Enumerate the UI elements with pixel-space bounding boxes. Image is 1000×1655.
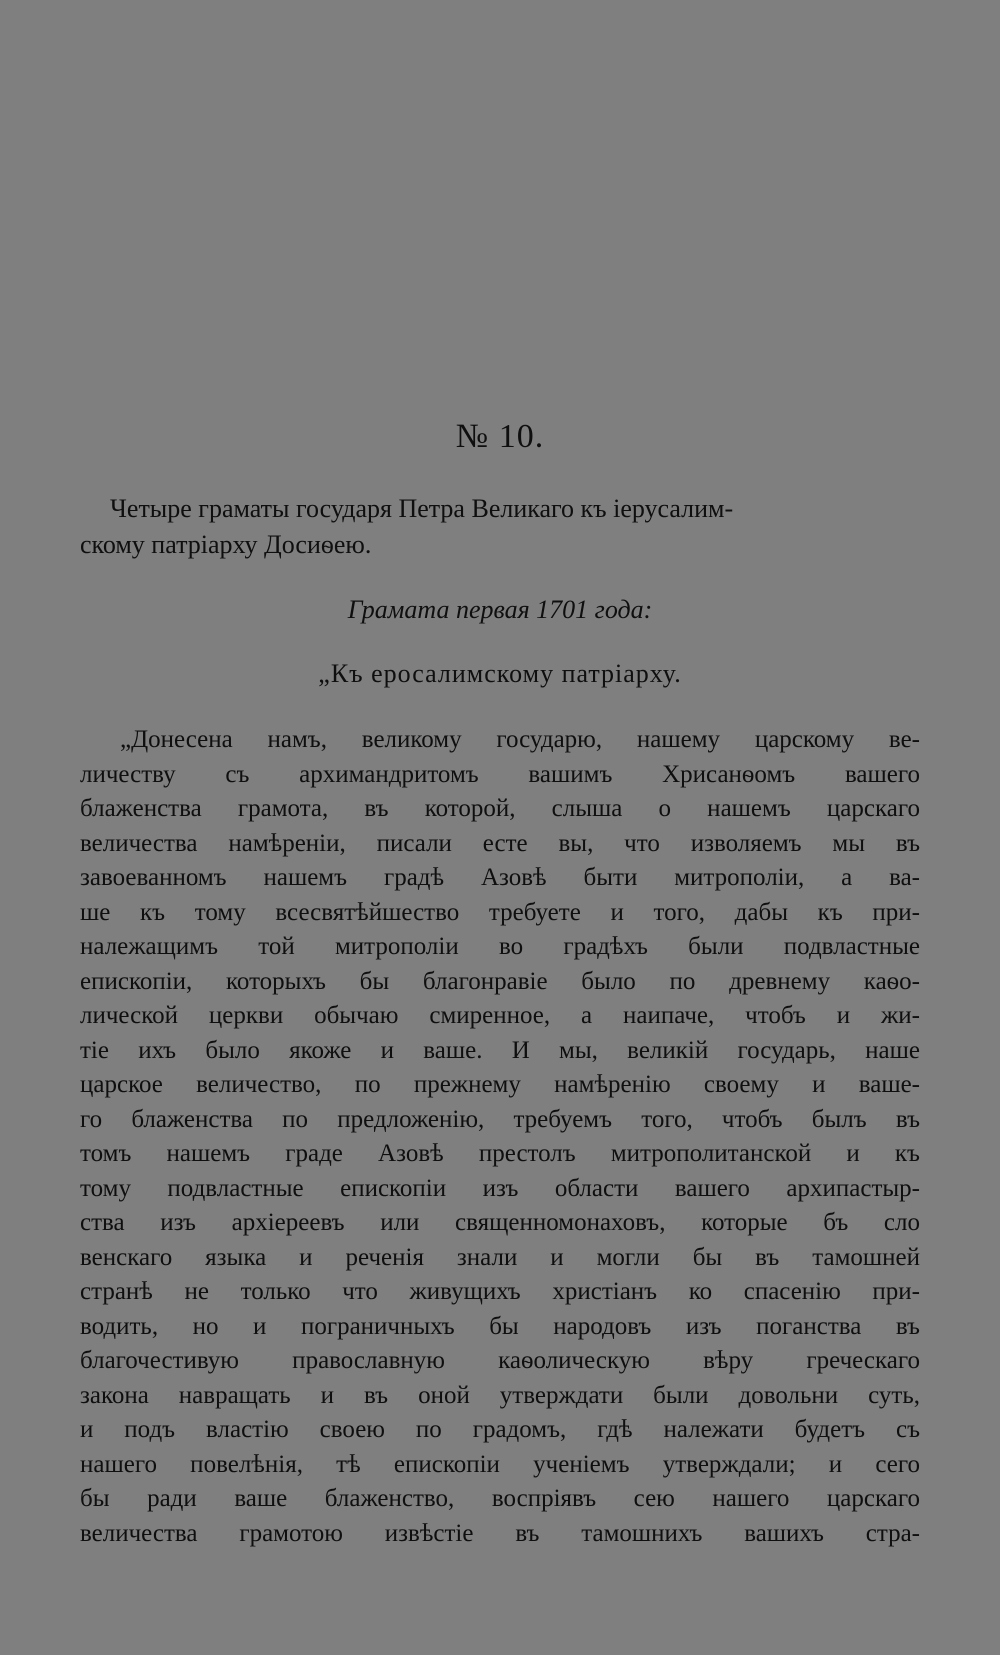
- body-line: тому подвластные епископіи изъ области вашего архипастыр-: [80, 1174, 920, 1202]
- addressee-heading: „Къ еросалимскому патріарху.: [318, 659, 682, 688]
- body-line: величества грамотою извѣстіе въ тамошнихъ вашихъ стра-: [80, 1519, 920, 1547]
- body-line: тіе ихъ было якоже и ваше. И мы, великій государь, наше: [80, 1036, 920, 1064]
- body-line: венскаго языка и реченія знали и могли бы въ тамошней: [80, 1243, 920, 1271]
- body-line: благочестивую православную каѳолическую вѣру греческаго: [80, 1347, 920, 1374]
- body-line: завоеванномъ нашемъ градѣ Азовѣ быти митрополіи, а ва-: [80, 864, 920, 891]
- body-line: бы ради ваше блаженство, воспріявъ сею нашего царскаго: [80, 1485, 920, 1512]
- document-subtitle: Грамата первая 1701 года:: [347, 595, 653, 624]
- body-line: ства изъ архіереевъ или священномонаховъ, которые бъ сло: [80, 1209, 920, 1236]
- body-line: томъ нашемъ граде Азовѣ престолъ митрополитанской и къ: [80, 1140, 920, 1167]
- body-line: и подъ властію своею по градомъ, гдѣ належати будетъ съ: [80, 1416, 920, 1443]
- body-line: блаженства грамота, въ которой, слыша о нашемъ царскаго: [80, 795, 920, 822]
- body-line: личеству съ архимандритомъ вашимъ Хрисанѳомъ вашего: [80, 760, 920, 788]
- body-line: го блаженства по предложенію, требуемъ того, чтобъ былъ въ: [80, 1105, 920, 1133]
- body-line: странѣ не только что живущихъ христіанъ ко спасенію при-: [80, 1278, 920, 1305]
- body-line: величества намѣреніи, писали есте вы, что изволяемъ мы въ: [80, 829, 920, 857]
- body-line: нашего повелѣнія, тѣ епископіи ученіемъ утверждали; и сего: [80, 1450, 920, 1478]
- letter-body: [80, 723, 920, 1551]
- body-line: царское величество, по прежнему намѣренію своему и ваше-: [80, 1071, 920, 1098]
- body-line: належащимъ той митрополіи во градѣхъ были подвластные: [80, 933, 920, 960]
- title-line: Четыре граматы государя Петра Великаго къ іерусалим-: [110, 494, 734, 523]
- body-line: закона навращать и въ оной утверждати были довольни суть,: [80, 1381, 920, 1409]
- title-line: скому патріарху Досиѳею.: [80, 530, 372, 559]
- body-line: ше къ тому всесвятѣйшество требуете и того, дабы къ при-: [80, 898, 920, 926]
- body-line: епископіи, которыхъ бы благонравіе было по древнему каѳо-: [80, 967, 920, 995]
- body-line: „Донесена намъ, великому государю, нашему царскому ве-: [120, 726, 920, 753]
- document-number: № 10.: [455, 418, 545, 455]
- body-line: лической церкви обычаю смиренное, а наипаче, чтобъ и жи-: [80, 1002, 920, 1029]
- document-title: [80, 491, 920, 563]
- body-line: водить, но и пограничныхъ бы народовъ изъ поганства въ: [80, 1312, 920, 1340]
